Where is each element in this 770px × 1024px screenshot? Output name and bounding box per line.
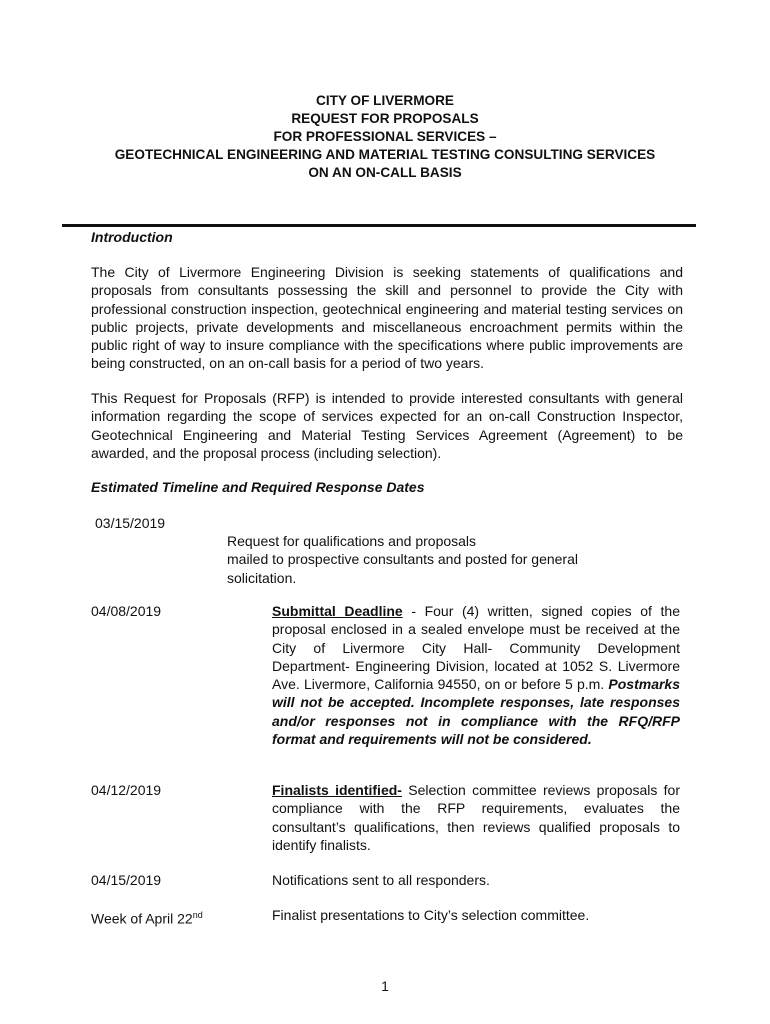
finalists-label: Finalists identified- bbox=[272, 782, 402, 798]
title-line: CITY OF LIVERMORE bbox=[316, 93, 454, 108]
timeline-description-line: Request for qualifications and proposals bbox=[227, 533, 477, 549]
submittal-deadline-label: Submittal Deadline bbox=[272, 603, 403, 619]
introduction-paragraph-2: This Request for Proposals (RFP) is intended to provide interested consultants with general information regarding the scope of services expected for an on-call Construction Inspector, Geotechnical Engineering and Material Testing Services Agreement (Agreement) to be awarded, and the proposal process (including selection). bbox=[91, 390, 683, 461]
page-number: 1 bbox=[381, 978, 389, 994]
timeline-heading: Estimated Timeline and Required Response Dates bbox=[91, 479, 425, 495]
title-line: FOR PROFESSIONAL SERVICES – bbox=[273, 129, 497, 144]
title-line: ON AN ON-CALL BASIS bbox=[308, 165, 462, 180]
timeline-description-line: mailed to prospective consultants and posted for general bbox=[227, 551, 578, 568]
timeline-date-text: Week of April 22 bbox=[91, 910, 193, 927]
introduction-paragraph-1: The City of Livermore Engineering Division is seeking statements of qualifications and proposals from consultants possessing the skill and personnel to provide the City with professional construction inspection, geotechnical engineering and material testing services on public projects, private developments and miscellaneous encroachment permits within the public right of way to insure compliance with the specifications where public improvements are being constructed, on an on-call basis for a period of two years. bbox=[91, 264, 683, 372]
timeline-date-superscript: nd bbox=[192, 910, 203, 920]
submittal-deadline-text: - Four (4) written, signed copies of the proposal enclosed in a sealed envelope must be received at the City of Livermore City Hall- Community Development Department- Engineering Division, located at 1052 S. Livermore Ave. Livermore, California 94550, on or before 5 p.m. bbox=[272, 603, 680, 693]
finalists-text: Selection committee reviews proposals for compliance with the RFP requirements, evaluates the consultant’s qualifications, then reviews qualified proposals to identify finalists. bbox=[272, 782, 680, 853]
timeline-date: 04/12/2019 bbox=[91, 782, 162, 798]
timeline-date bbox=[91, 906, 203, 928]
introduction-heading: Introduction bbox=[91, 229, 173, 245]
document-title bbox=[0, 92, 770, 182]
timeline-description bbox=[227, 532, 647, 587]
timeline-description: Finalist presentations to City’s selection committee. bbox=[272, 907, 590, 923]
timeline-date: 03/15/2019 bbox=[95, 515, 166, 531]
timeline-description: Notifications sent to all responders. bbox=[272, 872, 490, 888]
timeline-description bbox=[272, 602, 680, 748]
horizontal-divider bbox=[62, 224, 696, 227]
timeline-description bbox=[272, 781, 680, 854]
timeline-date: 04/15/2019 bbox=[91, 872, 162, 888]
submittal-deadline-emphasis: Postmarks will not be accepted. Incomplete responses, late responses and/or responses not in compliance with the RFQ/RFP format and requirements will not be considered. bbox=[272, 676, 680, 748]
title-line: REQUEST FOR PROPOSALS bbox=[291, 111, 479, 126]
timeline-date: 04/08/2019 bbox=[91, 603, 162, 619]
timeline-description-line: solicitation. bbox=[227, 569, 297, 586]
title-line: GEOTECHNICAL ENGINEERING AND MATERIAL TESTING CONSULTING SERVICES bbox=[114, 147, 656, 162]
